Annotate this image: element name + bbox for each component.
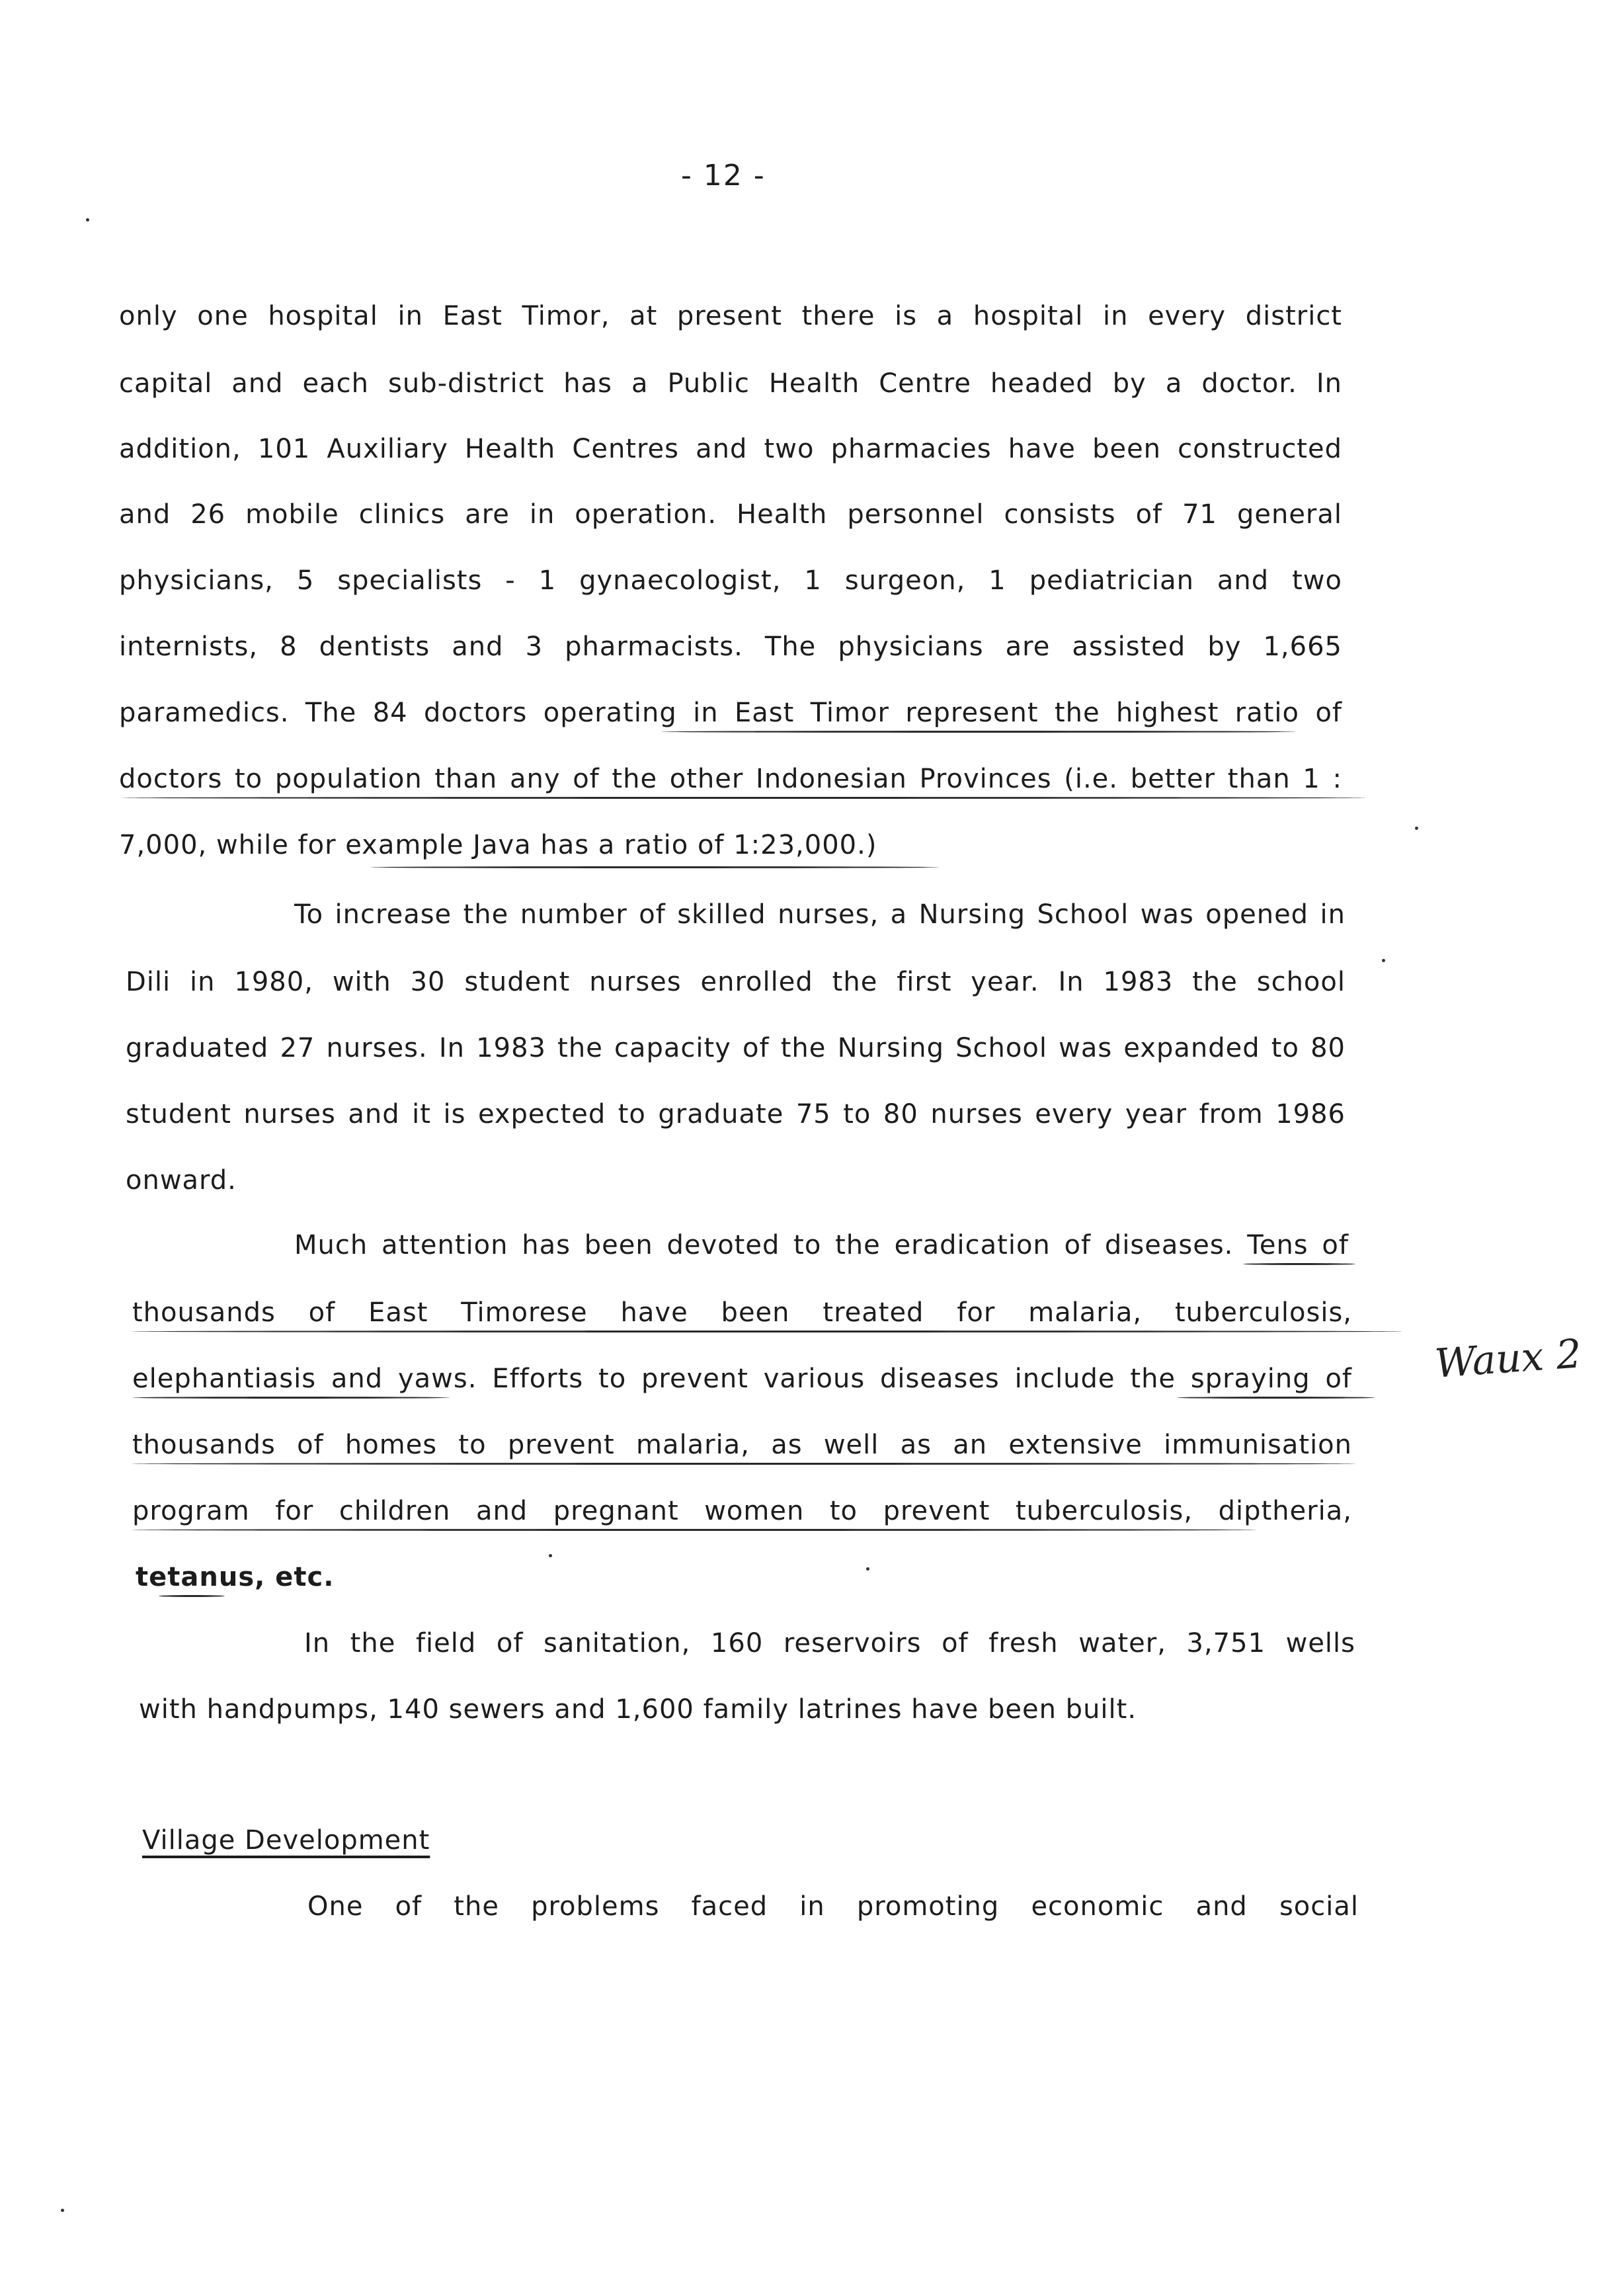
text-line: doctors to population than any of the other Indonesian Provinces (i.e. better than 1 : <box>119 764 1342 794</box>
scan-speck <box>86 218 89 222</box>
text-line: internists, 8 dentists and 3 pharmacists. The physicians are assisted by 1,665 <box>119 632 1342 662</box>
text-line: Dili in 1980, with 30 student nurses enrolled the first year. In 1983 the school <box>126 967 1346 997</box>
text-line: with handpumps, 140 sewers and 1,600 family latrines have been built. <box>139 1694 1137 1725</box>
text-line: student nurses and it is expected to graduate 75 to 80 nurses every year from 1986 <box>126 1099 1346 1129</box>
text-line: 7,000, while for example Java has a ratio of 1:23,000.) <box>119 830 877 860</box>
page-number: - 12 - <box>681 159 766 192</box>
pen-underline <box>122 797 1365 799</box>
scan-speck <box>549 1554 552 1557</box>
pen-underline <box>370 866 939 868</box>
section-heading: Village Development <box>142 1825 430 1856</box>
text-line: physicians, 5 specialists - 1 gynaecologist, 1 surgeon, 1 pediatrician and two <box>119 565 1342 596</box>
text-line: elephantiasis and yaws. Efforts to prevent various diseases include the spraying of <box>132 1364 1352 1394</box>
text-line: tetanus, etc. <box>136 1562 335 1592</box>
handwritten-margin-note: Waux 2 <box>1433 1331 1584 1387</box>
scan-speck <box>1415 827 1418 830</box>
text-line: and 26 mobile clinics are in operation. Health personnel consists of 71 general <box>119 499 1342 530</box>
scan-speck <box>866 1567 869 1571</box>
pen-underline <box>1177 1397 1375 1399</box>
text-line: onward. <box>126 1165 237 1196</box>
text-line: paramedics. The 84 doctors operating in East Timor represent the highest ratio of <box>119 698 1342 728</box>
text-line: only one hospital in East Timor, at present there is a hospital in every district <box>119 301 1342 331</box>
text-line: thousands of homes to prevent malaria, as well as an extensive immunisation <box>132 1430 1352 1460</box>
pen-underline <box>1243 1263 1355 1265</box>
pen-underline <box>132 1331 1402 1332</box>
text-line: graduated 27 nurses. In 1983 the capacity of the Nursing School was expanded to 80 <box>126 1033 1346 1063</box>
pen-underline <box>159 1595 225 1597</box>
text-line: One of the problems faced in promoting economic and social <box>307 1891 1359 1922</box>
pen-underline <box>132 1463 1355 1465</box>
text-line: thousands of East Timorese have been treated for malaria, tuberculosis, <box>132 1297 1352 1328</box>
text-line: To increase the number of skilled nurses, a Nursing School was opened in <box>294 899 1346 930</box>
pen-underline <box>661 731 1296 733</box>
scan-speck <box>1382 959 1385 962</box>
text-line: program for children and pregnant women to prevent tuberculosis, diptheria, <box>132 1496 1352 1526</box>
pen-underline <box>132 1529 1256 1531</box>
text-line: In the field of sanitation, 160 reservoirs of fresh water, 3,751 wells <box>304 1628 1355 1659</box>
pen-underline <box>132 1397 450 1399</box>
text-line: capital and each sub-district has a Public Health Centre headed by a doctor. In <box>119 368 1342 399</box>
text-line: Much attention has been devoted to the eradication of diseases. Tens of <box>294 1230 1349 1260</box>
scan-speck <box>61 2209 64 2212</box>
text-line: addition, 101 Auxiliary Health Centres and two pharmacies have been constructed <box>119 434 1342 464</box>
